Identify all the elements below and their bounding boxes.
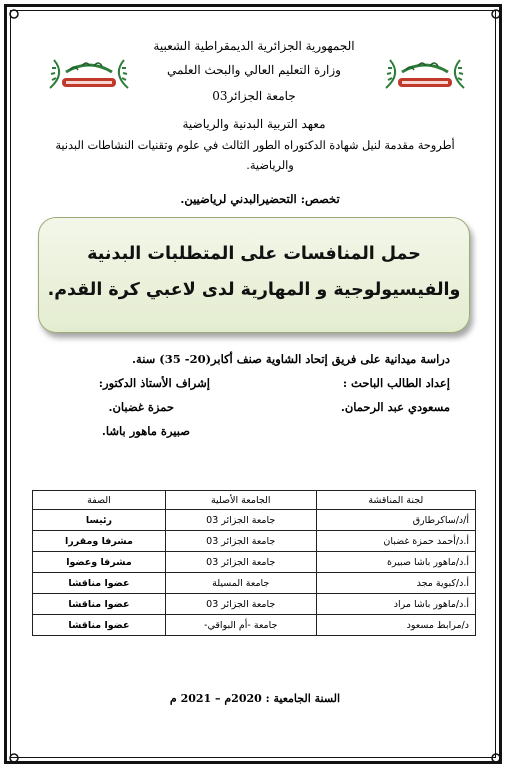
jury-member-role: عضوا مناقشا [33, 594, 166, 615]
jury-member-name: أ.د/أحمد حمزة غضبان [316, 531, 475, 552]
table-row [33, 615, 476, 636]
study-description: دراسة ميدانية على فريق إتحاد الشاوية صنف أكابر(20- 35) سنة. [132, 352, 450, 366]
supervisor-label: إشراف الأستاذ الدكتور: [98, 376, 210, 390]
corner-ornament-bottom-right [488, 750, 504, 766]
supervisor-name-1: حمزة غضبان. [108, 400, 174, 414]
jury-member-name: أ.د/كبوية مجد [316, 573, 475, 594]
jury-member-university: جامعة الجزائر 03 [165, 531, 316, 552]
jury-member-university: جامعة الجزائر 03 [165, 552, 316, 573]
table-row [33, 573, 476, 594]
table-row [33, 510, 476, 531]
corner-ornament-top-left [6, 6, 22, 22]
jury-table [32, 490, 476, 636]
jury-member-name: د/مرابط مسعود [316, 615, 475, 636]
thesis-statement-line2: والرياضية. [246, 159, 294, 172]
table-row [33, 552, 476, 573]
jury-member-role: مشرفا ومقررا [33, 531, 166, 552]
university-name: جامعة الجزائر03 [212, 89, 296, 103]
corner-ornament-bottom-left [6, 750, 22, 766]
institute-name: معهد التربية البدنية والرياضية [182, 117, 326, 131]
jury-member-university: جامعة الجزائر 03 [165, 510, 316, 531]
thesis-title-box [38, 217, 470, 333]
jury-member-university: جامعة الجزائر 03 [165, 594, 316, 615]
specialty: تخصص: التحضيرالبدني لرياضيين. [180, 192, 340, 206]
jury-table-header [33, 491, 476, 510]
thesis-statement-line1: أطروحة مقدمة لنيل شهادة الدكتوراه الطور الثالث في علوم وتقنيات النشاطات البدنية [55, 139, 455, 152]
ministry-name: وزارة التعليم العالي والبحث العلمي [167, 63, 341, 77]
academic-year: السنة الجامعية : 2020م – 2021 م [169, 692, 341, 705]
republic-name: الجمهورية الجزائرية الديمقراطية الشعبية [153, 39, 355, 53]
jury-member-university: جامعة المسيلة [165, 573, 316, 594]
jury-member-role: مشرفا وعضوا [33, 552, 166, 573]
jury-member-name: أ.د/ماهور باشا مراد [316, 594, 475, 615]
corner-ornament-top-right [488, 6, 504, 22]
table-row [33, 594, 476, 615]
author-name: مسعودي عبد الرحمان. [340, 400, 450, 414]
jury-header-role: الصفة [33, 491, 166, 510]
jury-header-committee: لجنة المناقشة [316, 491, 475, 510]
jury-member-role: عضوا مناقشا [33, 573, 166, 594]
table-row [33, 531, 476, 552]
jury-member-university: جامعة -أم البواقي- [165, 615, 316, 636]
thesis-title-line1: حمل المنافسات على المتطلبات البدنية [87, 244, 421, 264]
jury-member-name: أ.د/ماهور باشا صبيرة [316, 552, 475, 573]
jury-member-role: رئيسا [33, 510, 166, 531]
author-label: إعداد الطالب الباحث : [342, 376, 450, 390]
thesis-title-line2: والفيسيولوجية و المهارية لدى لاعبي كرة القدم. [47, 280, 461, 300]
supervisor-name-2: صبيرة ماهور باشا. [101, 424, 190, 438]
jury-member-role: عضوا مناقشا [33, 615, 166, 636]
jury-member-name: أ/د/ساكرطارق [316, 510, 475, 531]
jury-header-university: الجامعة الأصلية [165, 491, 316, 510]
